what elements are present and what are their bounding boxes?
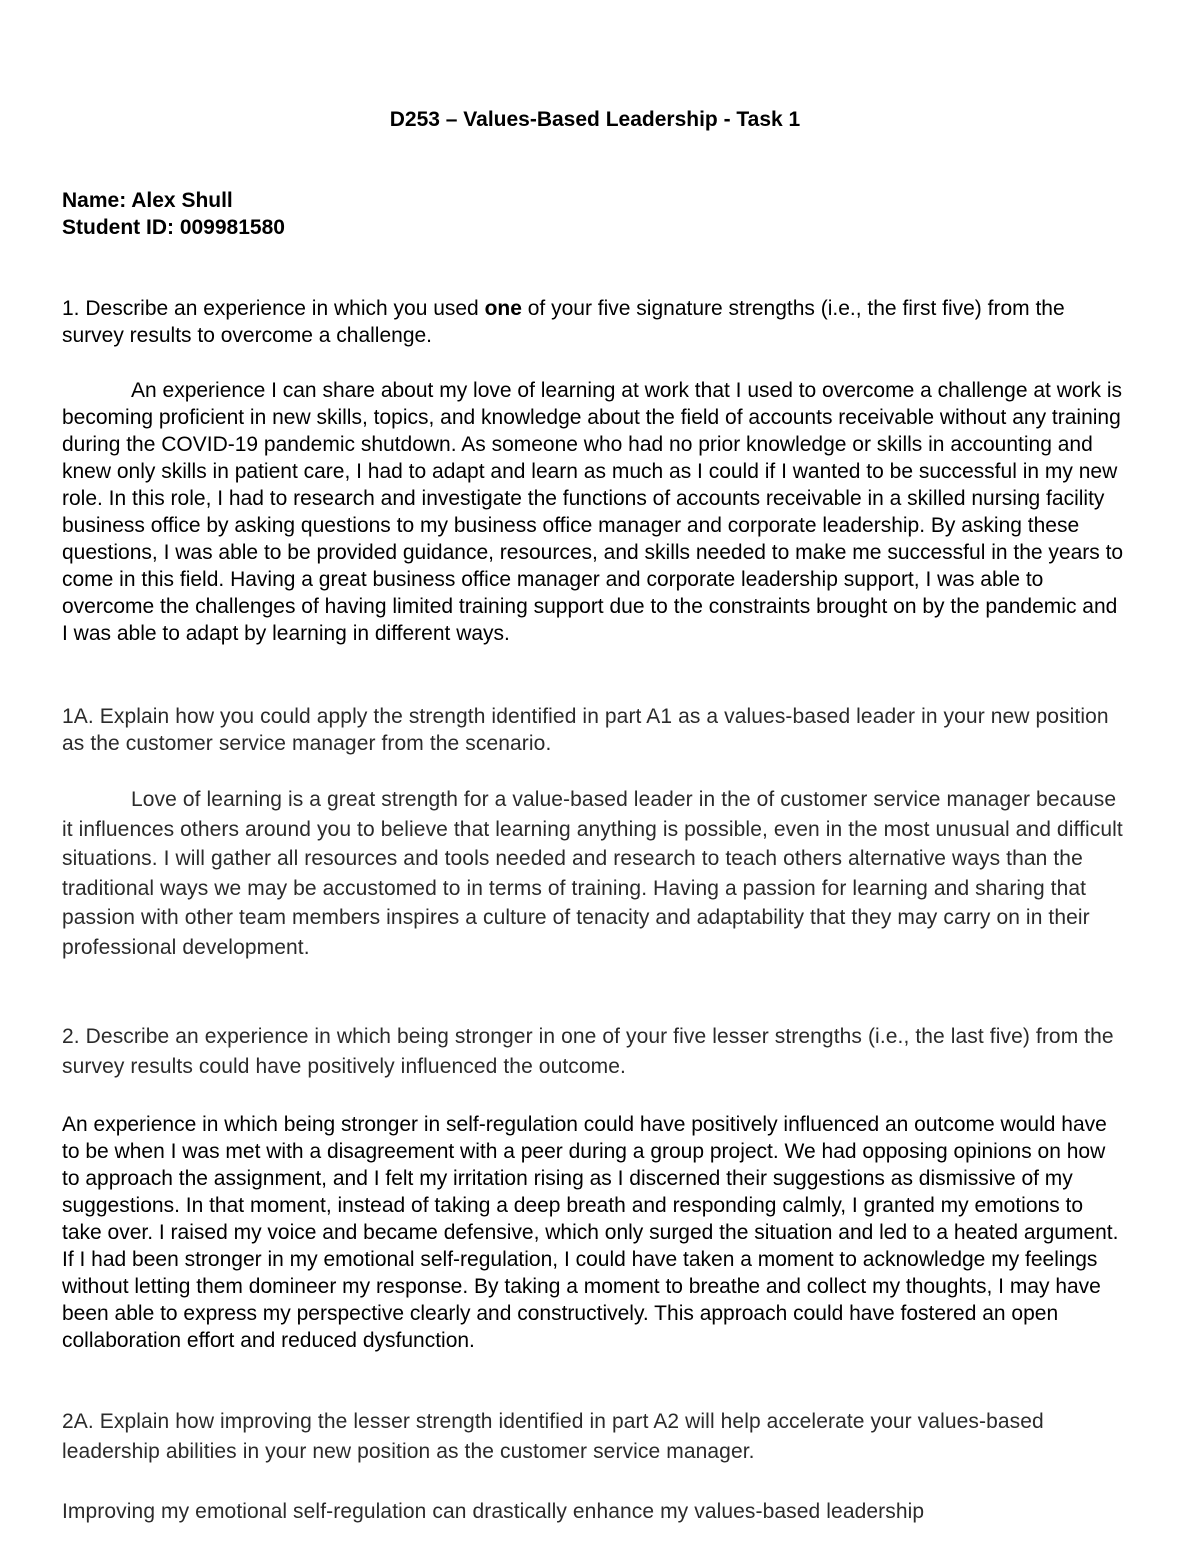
document-title: D253 – Values-Based Leadership - Task 1 (389, 108, 801, 131)
answer-1a: Love of learning is a great strength for a value-based leader in the of customer service manager because it influences others around you to believe that learning anything is possible, even in the most unusual and difficult situations. I will gather all resources and tools needed and research to teach others alternative ways than the traditional ways we may be accustomed to in terms of training. Having a passion for learning and sharing that passion with other team members inspires a culture of tenacity and adaptability that they may carry on in their professional development. (62, 788, 1123, 959)
question-2: 2. Describe an experience in which being stronger in one of your five lesser strengths (i.e., the last five) from the survey results could have positively influenced the outcome. (62, 1025, 1114, 1078)
question-1-prefix: 1. Describe an experience in which you used (62, 297, 485, 320)
question-1a: 1A. Explain how you could apply the strength identified in part A1 as a values-based leader in your new position as the customer service manager from the scenario. (62, 705, 1109, 755)
question-2a: 2A. Explain how improving the lesser strength identified in part A2 will help accelerate your values-based leadership abilities in your new position as the customer service manager. (62, 1410, 1044, 1463)
answer-2: An experience in which being stronger in self-regulation could have positively influenced an outcome would have to be when I was met with a disagreement with a peer during a group project. We had opposing opinions on how to approach the assignment, and I felt my irritation rising as I discerned their suggestions as dismissive of my suggestions. In that moment, instead of taking a deep breath and responding calmly, I granted my emotions to take over. I raised my voice and became defensive, which only surged the situation and led to a heated argument. If I had been stronger in my emotional self-regulation, I could have taken a moment to acknowledge my feelings without letting them domineer my response. By taking a moment to breathe and collect my thoughts, I may have been able to express my perspective clearly and constructively. This approach could have fostered an open collaboration effort and reduced dysfunction. (62, 1113, 1119, 1352)
question-1-suffix: of your five signature strengths (i.e., the first five) from the survey results to overcome a challenge. (62, 297, 1065, 347)
student-id: Student ID: 009981580 (62, 216, 285, 239)
answer-1: An experience I can share about my love of learning at work that I used to overcome a challenge at work is becoming proficient in new skills, topics, and knowledge about the field of accounts receivable without any training during the COVID-19 pandemic shutdown. As someone who had no prior knowledge or skills in accounting and knew only skills in patient care, I had to adapt and learn as much as I could if I wanted to be successful in my new role. In this role, I had to research and investigate the functions of accounts receivable in a skilled nursing facility business office by asking questions to my business office manager and corporate leadership. By asking these questions, I was able to be provided guidance, resources, and skills needed to make me successful in the years to come in this field. Having a great business office manager and corporate leadership support, I was able to overcome the challenges of having limited training support due to the constraints brought on by the pandemic and I was able to adapt by learning in different ways. (62, 379, 1124, 645)
question-1 (62, 295, 1128, 349)
student-name: Name: Alex Shull (62, 189, 233, 212)
question-1-emphasis: one (484, 297, 522, 320)
answer-2a: Improving my emotional self-regulation can drastically enhance my values-based leadership (62, 1500, 925, 1523)
document-page (62, 0, 1142, 1553)
student-info (62, 187, 285, 241)
